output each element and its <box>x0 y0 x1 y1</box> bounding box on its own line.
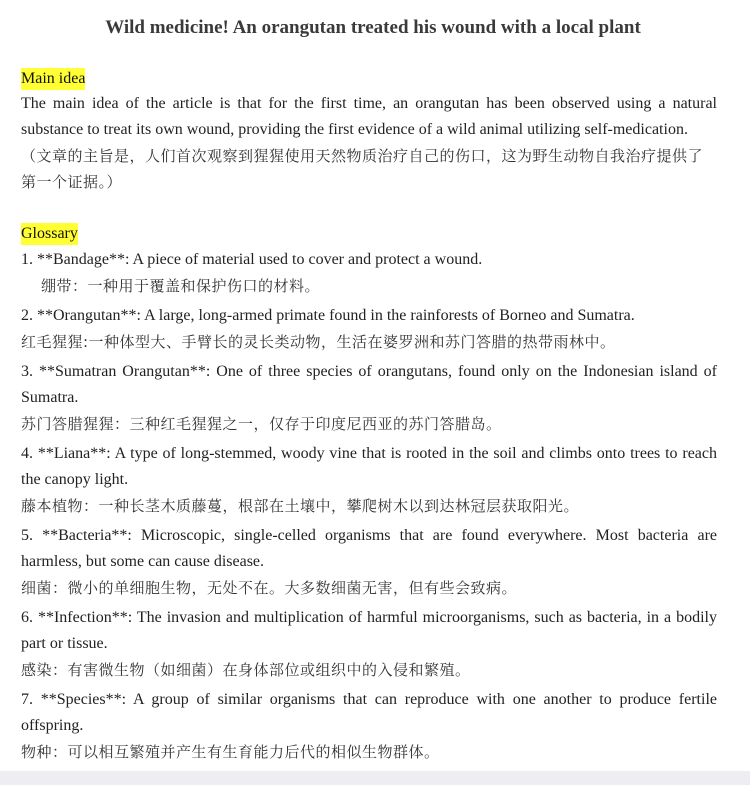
glossary-item <box>21 359 717 437</box>
glossary-term-en: 5. **Bacteria**: Microscopic, single-celled organisms that are found everywhere. Most bacteria are harmless, but some can cause disease. <box>21 527 717 570</box>
glossary-term-en: 6. **Infection**: The invasion and multiplication of harmful microorganisms, such as bacteria, in a bodily part or tissue. <box>21 609 717 652</box>
glossary-item <box>21 247 717 299</box>
glossary-term-zh: 红毛猩猩:一种体型大、手臂长的灵长类动物，生活在婆罗洲和苏门答腊的热带雨林中。 <box>21 333 616 351</box>
main-idea-text-zh: （文章的主旨是，人们首次观察到猩猩使用天然物质治疗自己的伤口，这为野生动物自我治疗提供了第一个证据。） <box>21 147 704 191</box>
glossary-term-zh: 物种：可以相互繁殖并产生有生育能力后代的相似生物群体。 <box>21 743 440 761</box>
glossary-heading: Glossary <box>21 223 78 245</box>
glossary-term-zh: 苏门答腊猩猩：三种红毛猩猩之一，仅存于印度尼西亚的苏门答腊岛。 <box>21 415 502 433</box>
main-idea-heading: Main idea <box>21 68 85 90</box>
glossary-item <box>21 523 717 601</box>
article-page <box>21 0 717 765</box>
glossary-term-en: 1. **Bandage**: A piece of material used to cover and protect a wound. <box>21 251 483 268</box>
footer-bar <box>0 771 750 785</box>
main-idea-text: The main idea of the article is that for the first time, an orangutan has been observed using a natural substance to treat its own wound, providing the first evidence of a wild animal utilizing self-medication. <box>21 95 717 138</box>
glossary-term-zh: 藤本植物：一种长茎木质藤蔓，根部在土壤中，攀爬树木以到达林冠层获取阳光。 <box>21 497 580 515</box>
glossary-list <box>21 247 717 765</box>
glossary-term-en: 7. **Species**: A group of similar organisms that can reproduce with one another to produce fertile offspring. <box>21 691 717 734</box>
glossary-term-zh: 细菌：微小的单细胞生物，无处不在。大多数细菌无害，但有些会致病。 <box>21 579 518 597</box>
glossary-item <box>21 441 717 519</box>
glossary-term-en: 2. **Orangutan**: A large, long-armed primate found in the rainforests of Borneo and Sumatra. <box>21 307 635 324</box>
glossary-item <box>21 605 717 683</box>
glossary-term-zh: 绷带：一种用于覆盖和保护伤口的材料。 <box>41 277 321 295</box>
glossary-item <box>21 687 717 765</box>
glossary-term-en: 4. **Liana**: A type of long-stemmed, woody vine that is rooted in the soil and climbs onto trees to reach the canopy light. <box>21 445 717 488</box>
main-idea-heading-wrap <box>21 68 717 90</box>
glossary-term-en: 3. **Sumatran Orangutan**: One of three species of orangutans, found only on the Indonesian island of Sumatra. <box>21 363 717 406</box>
glossary-term-zh: 感染：有害微生物（如细菌）在身体部位或组织中的入侵和繁殖。 <box>21 661 471 679</box>
glossary-heading-wrap <box>21 223 717 245</box>
glossary-item <box>21 303 717 355</box>
article-title: Wild medicine! An orangutan treated his wound with a local plant <box>105 17 641 38</box>
